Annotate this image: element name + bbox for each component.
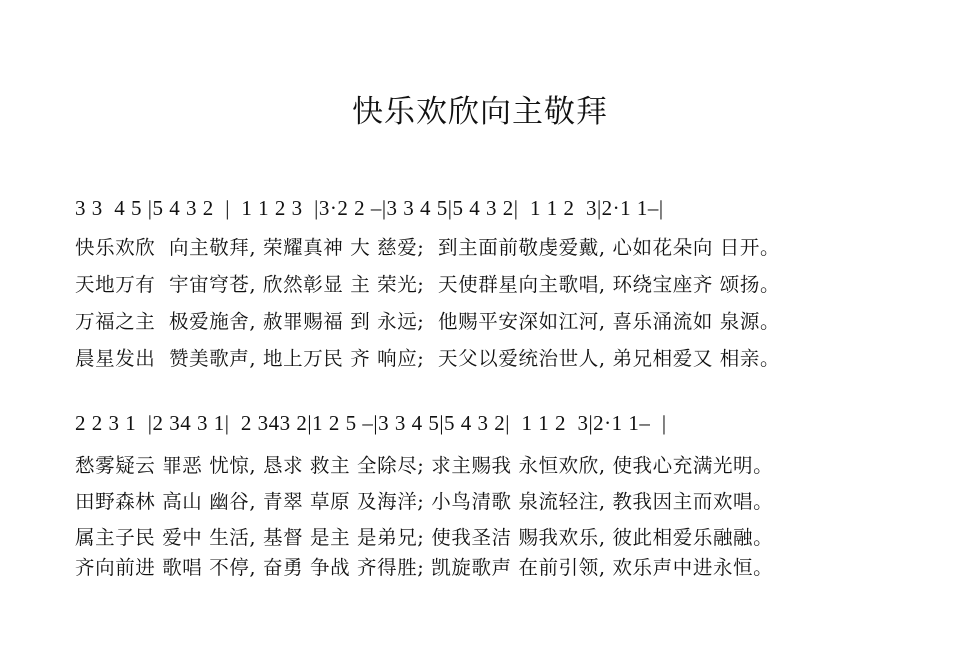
notation-line-1: 3 3 4 5 |5 4 3 2 | 1 1 2 3 |3·2 2 –|3 3 4 5|5 4 3 2| 1 1 2 3|2·1 1–| [75,196,664,220]
lyric-line: 田野森林 高山 幽谷, 青翠 草原 及海洋; 小鸟清歌 泉流轻注, 教我因主而欢唱。 [75,490,774,513]
lyric-line: 天地万有 宇宙穹苍, 欣然彰显 主 荣光; 天使群星向主歌唱, 环绕宝座齐 颂扬。 [75,273,781,296]
lyric-line: 属主子民 爱中 生活, 基督 是主 是弟兄; 使我圣洁 赐我欢乐, 彼此相爱乐融融。 [75,526,774,549]
lyric-line: 万福之主 极爱施舍, 赦罪赐福 到 永远; 他赐平安深如江河, 喜乐涌流如 泉源。 [75,310,781,333]
song-title: 快乐欢欣向主敬拜 [352,94,608,130]
lyric-line: 齐向前进 歌唱 不停, 奋勇 争战 齐得胜; 凯旋歌声 在前引领, 欢乐声中进永恒。 [75,556,774,579]
lyric-line: 晨星发出 赞美歌声, 地上万民 齐 响应; 天父以爱统治世人, 弟兄相爱又 相亲。 [75,347,781,370]
notation-line-2: 2 2 3 1 |2 34 3 1| 2 343 2|1 2 5 –|3 3 4 5|5 4 3 2| 1 1 2 3|2·1 1– | [75,411,667,435]
lyric-line: 愁雾疑云 罪恶 忧惊, 恳求 救主 全除尽; 求主赐我 永恒欢欣, 使我心充满光明。 [75,454,774,477]
lyric-line: 快乐欢欣 向主敬拜, 荣耀真神 大 慈爱; 到主面前敬虔爱戴, 心如花朵向 日开。 [75,236,781,259]
